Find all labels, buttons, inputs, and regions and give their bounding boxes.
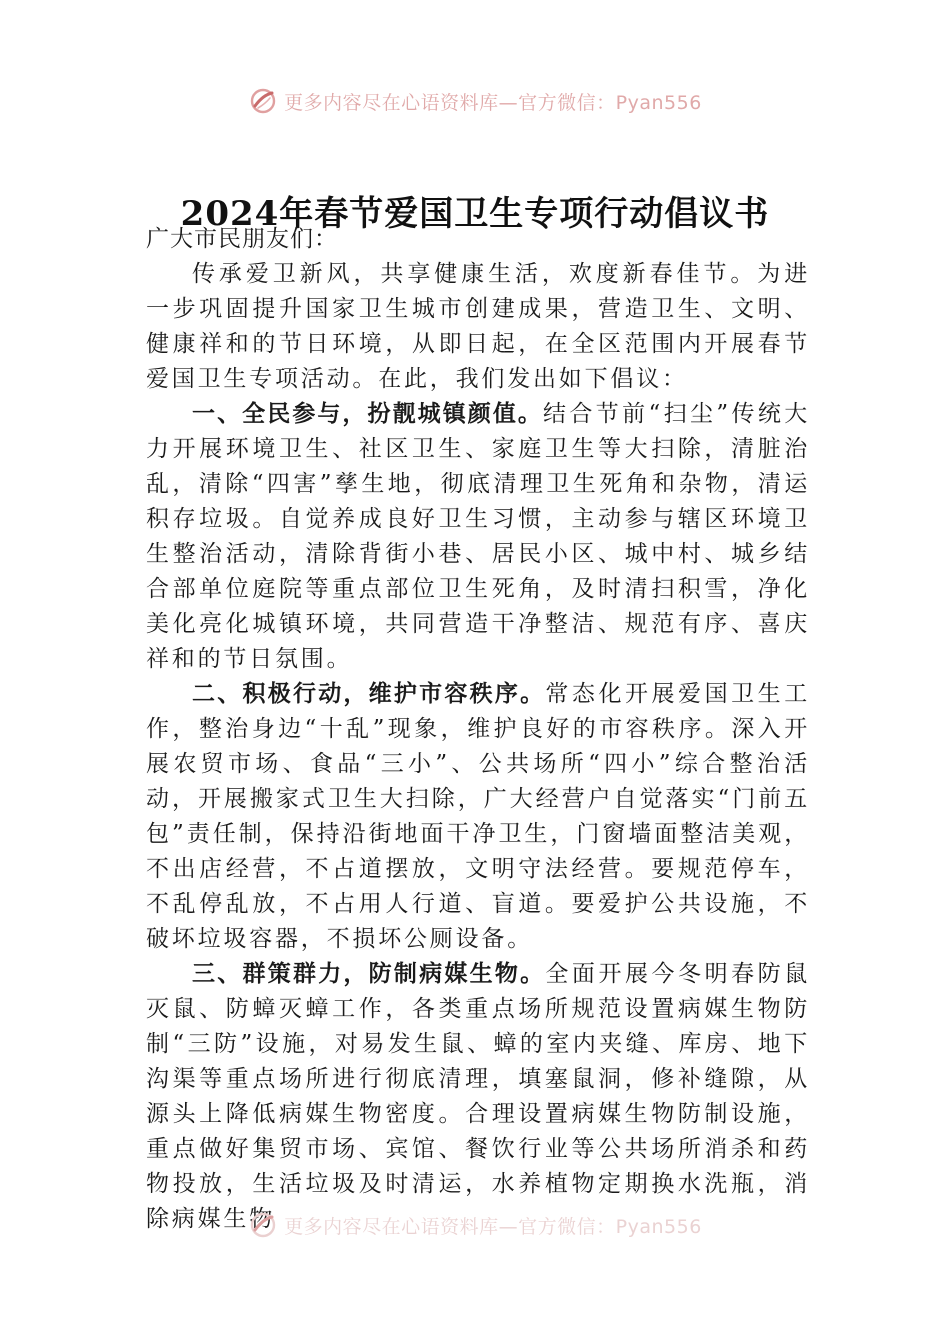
watermark-header xyxy=(0,84,950,118)
watermark-footer xyxy=(0,1208,950,1242)
section-3-heading: 三、群策群力，防制病媒生物。 xyxy=(192,961,546,987)
section-1-body: 结合节前“扫尘”传统大力开展环境卫生、社区卫生、家庭卫生等大扫除，清脏治乱，清除“四害”孳生地，彻底清理卫生死角和杂物，清运积存垃圾。自觉养成良好卫生习惯，主动参与辖区环境卫生整治活动，清除背街小巷、居民小区、城中村、城乡结合部单位庭院等重点部位卫生死角，及时清扫积雪，净化美化亮化城镇环境，共同营造干净整洁、规范有序、喜庆祥和的节日氛围。 xyxy=(146,401,810,672)
section-1-heading: 一、全民参与，扮靓城镇颜值。 xyxy=(192,401,543,427)
watermark-footer-text: 更多内容尽在心语资料库—官方微信：Pyan556 xyxy=(284,1215,702,1238)
watermark-text: 更多内容尽在心语资料库—官方微信：Pyan556 xyxy=(284,91,702,114)
intro-paragraph: 传承爱卫新风，共享健康生活，欢度新春佳节。为进一步巩固提升国家卫生城市创建成果，营造卫生、文明、健康祥和的节日环境，从即日起，在全区范围内开展春节爱国卫生专项活动。在此，我们发出如下倡议： xyxy=(146,261,810,392)
section-2-paragraph xyxy=(146,677,810,957)
section-3-body: 全面开展今冬明春防鼠灭鼠、防蟑灭蟑工作，各类重点场所规范设置病媒生物防制“三防”设施，对易发生鼠、蟑的室内夹缝、库房、地下沟渠等重点场所进行彻底清理，填塞鼠洞，修补缝隙，从源头上降低病媒生物密度。合理设置病媒生物防制设施，重点做好集贸市场、宾馆、餐饮行业等公共场所消杀和药物投放，生活垃圾及时清运，水养植物定期换水洗瓶，消除病媒生物 xyxy=(146,961,811,1232)
document-title: 2024年春节爱国卫生专项行动倡议书 xyxy=(180,194,770,234)
section-2-body: 常态化开展爱国卫生工作，整治身边“十乱”现象，维护良好的市容秩序。深入开展农贸市场、食品“三小”、公共场所“四小”综合整治活动，开展搬家式卫生大扫除，广大经营户自觉落实“门前五包”责任制，保持沿街地面干净卫生，门窗墙面整洁美观，不出店经营，不占道摆放，文明守法经营。要规范停车，不乱停乱放，不占用人行道、盲道。要爱护公共设施，不破坏垃圾容器，不损坏公厕设备。 xyxy=(146,681,811,952)
brush-logo-icon xyxy=(248,86,278,116)
section-1-paragraph xyxy=(146,397,810,677)
salutation: 广大市民朋友们： xyxy=(146,226,338,252)
section-2-heading: 二、积极行动，维护市容秩序。 xyxy=(192,681,546,707)
brush-logo-icon xyxy=(248,1210,278,1240)
